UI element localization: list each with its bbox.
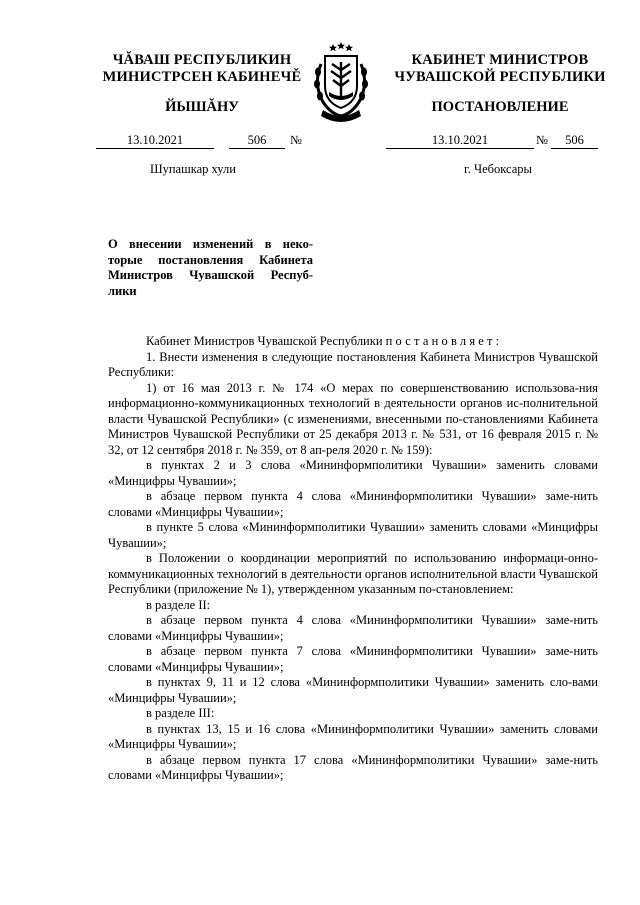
header-right-title bbox=[384, 52, 616, 86]
date-left: 13.10.2021 bbox=[96, 132, 214, 149]
dateline bbox=[0, 132, 640, 148]
number-sign-right: № bbox=[536, 133, 548, 147]
body-paragraph: в пунктах 2 и 3 слова «Мининформполитики Чувашии» заменить словами «Минцифры Чувашии»; bbox=[108, 458, 598, 488]
body-paragraph: в абзаце первом пункта 17 слова «Мининформполитики Чувашии» заме-нить словами «Минцифры Чувашии»; bbox=[108, 752, 598, 782]
document-body bbox=[108, 334, 598, 784]
doc-type-right: ПОСТАНОВЛЕНИЕ bbox=[431, 99, 569, 115]
body-paragraph: в абзаце первом пункта 7 слова «Мининформполитики Чувашии» заме-нить словами «Минцифры Чувашии»; bbox=[108, 644, 598, 674]
header-left-line1: ЧĂВАШ РЕСПУБЛИКИН bbox=[112, 52, 292, 68]
doc-type-left: ЙЫШĂНУ bbox=[165, 99, 239, 115]
body-paragraph: в абзаце первом пункта 4 слова «Мининформполитики Чувашии» заме-нить словами «Минцифры Чувашии»; bbox=[108, 613, 598, 643]
header-right-line1: КАБИНЕТ МИНИСТРОВ bbox=[411, 52, 589, 68]
header-left-line2: МИНИСТРСЕН КАБИНЕЧĚ bbox=[102, 69, 302, 85]
intro-decree-word: постановляет: bbox=[385, 334, 503, 348]
body-paragraph: в пунктах 13, 15 и 16 слова «Мининформполитики Чувашии» заменить словами «Минцифры Чувашии»; bbox=[108, 721, 598, 751]
body-paragraph: в разделе III: bbox=[146, 706, 215, 720]
number-left: 506 bbox=[229, 132, 285, 149]
coat-of-arms-icon bbox=[305, 40, 377, 124]
date-right: 13.10.2021 bbox=[386, 132, 534, 149]
body-paragraph: 1. Внести изменения в следующие постановления Кабинета Министров Чувашской Республики: bbox=[108, 349, 598, 379]
place-right: г. Чебоксары bbox=[464, 162, 532, 176]
intro-paragraph bbox=[108, 334, 598, 350]
intro-prefix: Кабинет Министров Чувашской Республики bbox=[146, 334, 383, 348]
header-left-title bbox=[82, 52, 322, 86]
document-subject: О внесении изменений в неко-торые постановления Кабинета Министров Чувашской Респуб-лики bbox=[108, 237, 313, 298]
body-paragraph: в Положении о координации мероприятий по использованию информаци-онно-коммуникационных технологий в деятельности органов исполнительной власти Чувашской Республики (приложение № 1), утвержденном указанным по-становлением: bbox=[108, 551, 598, 596]
body-paragraph: в абзаце первом пункта 4 слова «Мининформполитики Чувашии» заме-нить словами «Минцифры Чувашии»; bbox=[108, 489, 598, 519]
body-paragraph: 1) от 16 мая 2013 г. № 174 «О мерах по совершенствованию использова-ния информационно-коммуникационных технологий в деятельности органов ис-полнительной власти Чувашской Республики» (с изменениями, внесенными по-становлениями Кабинета Министров Чувашской Республики от 25 декабря 2013 г. № 531, от 16 февраля 2015 г. № 32, от 12 сентября 2018 г. № 359, от 8 ап-реля 2020 г. № 159): bbox=[108, 380, 598, 457]
number-right: 506 bbox=[551, 132, 598, 149]
place-left: Шупашкар хули bbox=[150, 162, 236, 176]
body-paragraph: в разделе II: bbox=[146, 597, 211, 612]
number-sign-left: № bbox=[290, 133, 302, 147]
body-paragraph: в пункте 5 слова «Мининформполитики Чувашии» заменить словами «Минцифры Чувашии»; bbox=[108, 520, 598, 550]
body-paragraph: в пунктах 9, 11 и 12 слова «Мининформполитики Чувашии» заменить сло-вами «Минцифры Чувашии»; bbox=[108, 675, 598, 705]
header-right-line2: ЧУВАШСКОЙ РЕСПУБЛИКИ bbox=[394, 69, 606, 85]
